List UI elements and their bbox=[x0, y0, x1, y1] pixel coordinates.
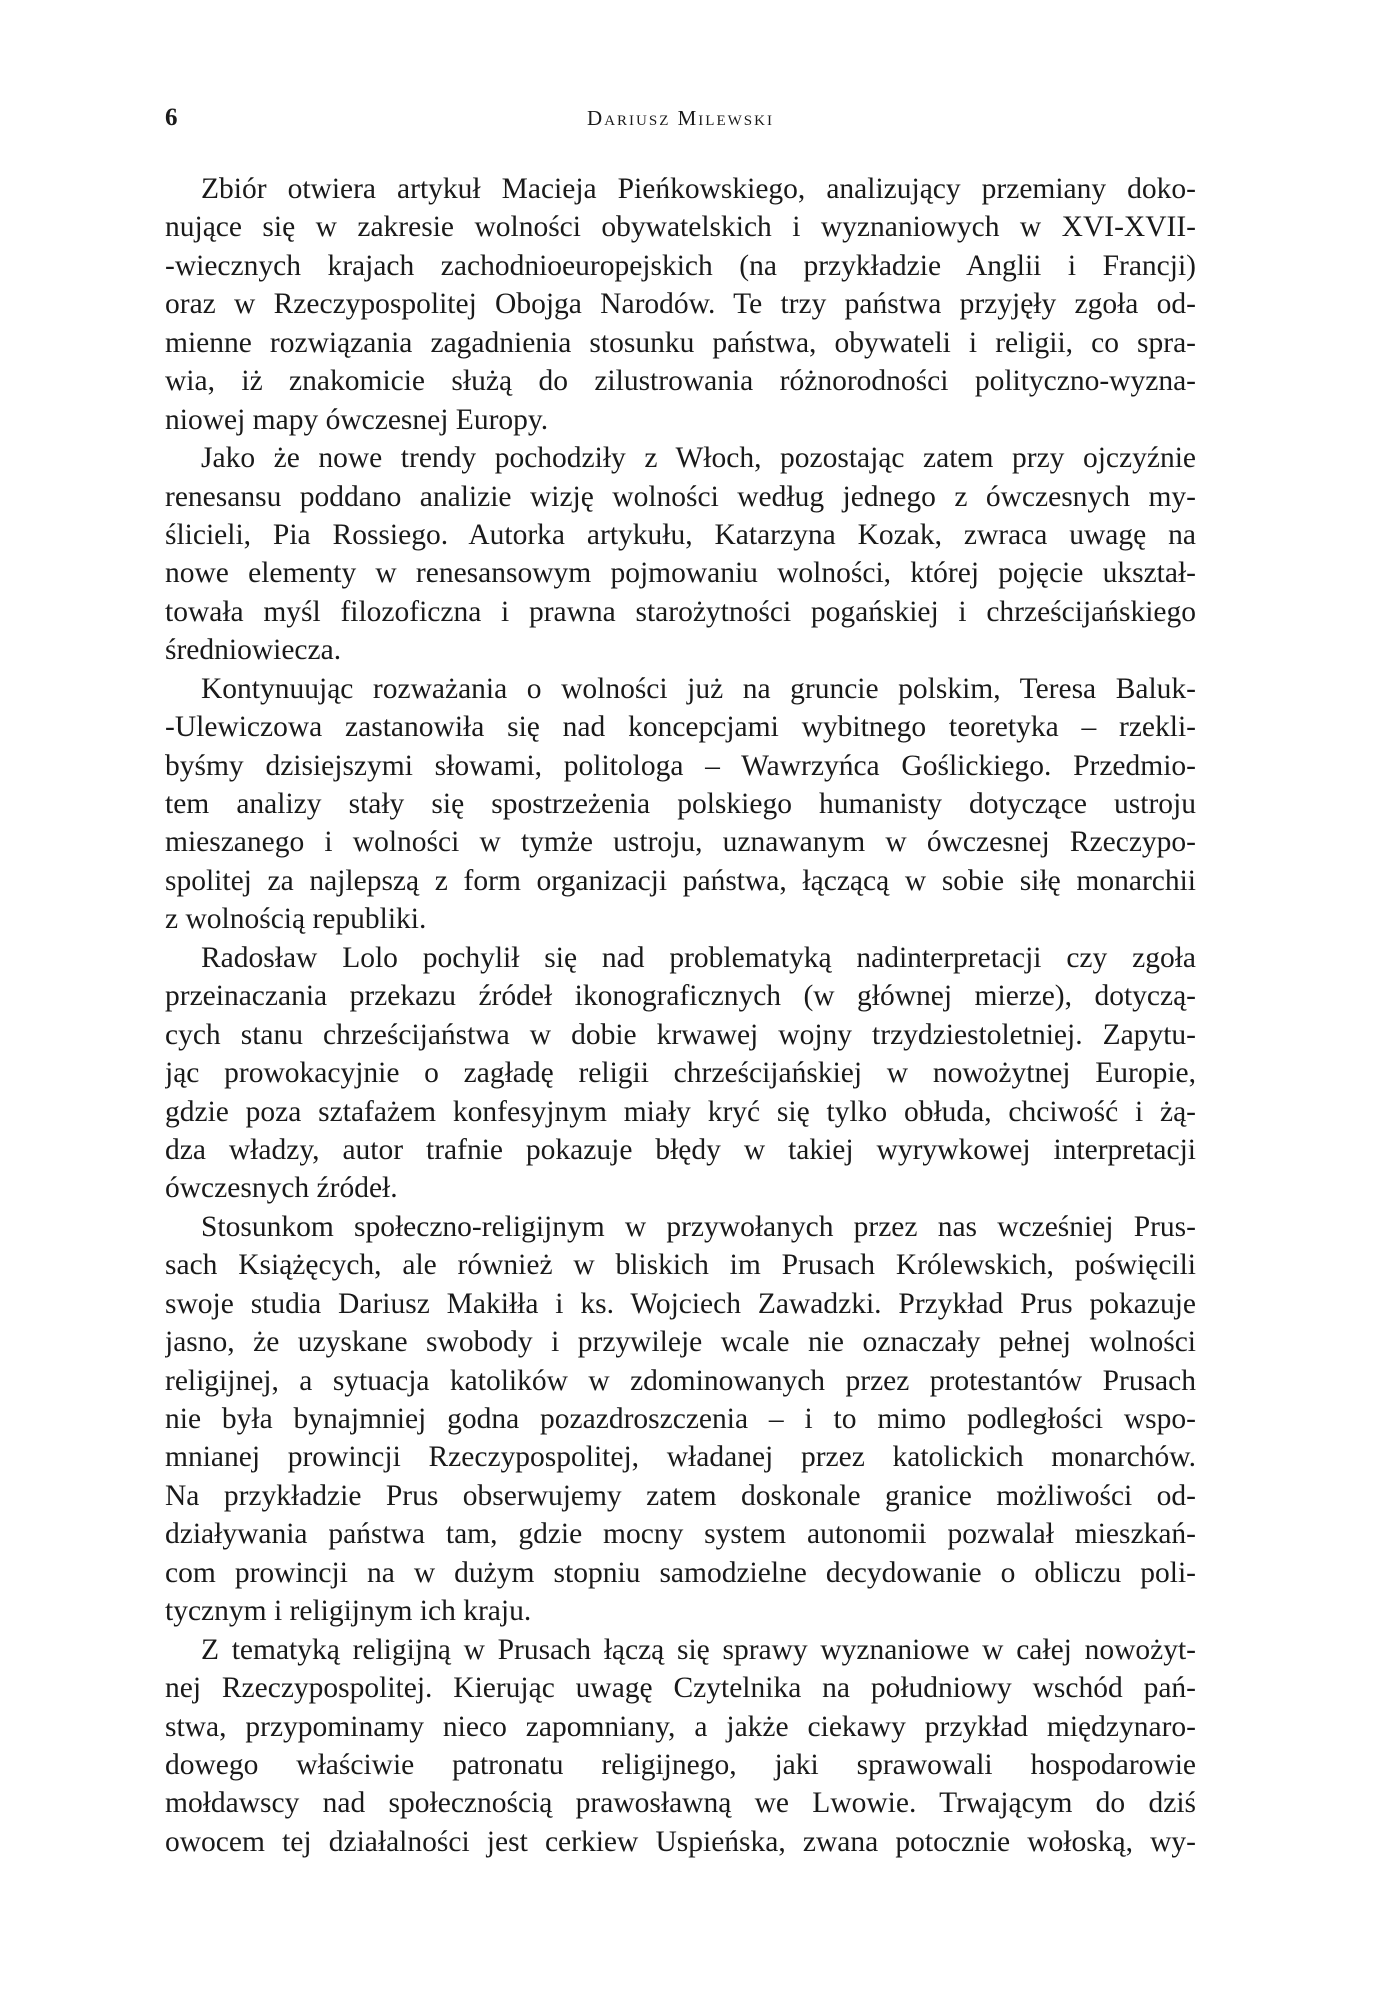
text-line: Radosław Lolo pochylił się nad problematyką nadinterpretacji czy zgoła bbox=[201, 941, 1196, 974]
paragraph bbox=[165, 439, 1196, 670]
text-line: mołdawscy nad społecznością prawosławną we Lwowie. Trwającym do dziś bbox=[165, 1787, 1196, 1820]
text-line: com prowincji na w dużym stopniu samodzielne decydowanie o obliczu poli- bbox=[165, 1556, 1196, 1589]
text-line: wia, iż znakomicie służą do zilustrowania różnorodności polityczno-wyzna- bbox=[165, 365, 1196, 398]
page-number: 6 bbox=[165, 104, 178, 131]
text-line: swoje studia Dariusz Makiłła i ks. Wojciech Zawadzki. Przykład Prus pokazuje bbox=[165, 1287, 1196, 1320]
text-line: średniowiecza. bbox=[165, 634, 342, 667]
running-header bbox=[165, 100, 1196, 140]
text-line: tem analizy stały się spostrzeżenia polskiego humanisty dotyczące ustroju bbox=[165, 788, 1196, 820]
text-line: dza władzy, autor trafnie pokazuje błędy w takiej wyrywkowej interpretacji bbox=[165, 1133, 1196, 1166]
text-line: niowej mapy ówczesnej Europy. bbox=[165, 403, 549, 436]
text-line: Kontynuując rozważania o wolności już na gruncie polskim, Teresa Baluk- bbox=[201, 672, 1196, 705]
text-line: byśmy dzisiejszymi słowami, politologa – Wawrzyńca Goślickiego. Przedmio- bbox=[165, 749, 1196, 782]
text-line: owocem tej działalności jest cerkiew Uspieńska, zwana potocznie wołoską, wy- bbox=[165, 1825, 1196, 1858]
text-line: jasno, że uzyskane swobody i przywileje wcale nie oznaczały pełnej wolności bbox=[165, 1326, 1196, 1359]
body-text bbox=[165, 170, 1196, 1861]
text-line: tycznym i religijnym ich kraju. bbox=[165, 1595, 532, 1628]
text-line: oraz w Rzeczypospolitej Obojga Narodów. Te trzy państwa przyjęły zgoła od- bbox=[165, 288, 1196, 321]
text-line: mienne rozwiązania zagadnienia stosunku państwa, obywateli i religii, co spra- bbox=[165, 326, 1196, 359]
paragraph bbox=[165, 670, 1196, 939]
text-line: spolitej za najlepszą z form organizacji państwa, łączącą w sobie siłę monarchii bbox=[165, 864, 1196, 897]
text-line: nej Rzeczypospolitej. Kierując uwagę Czytelnika na południowy wschód pań- bbox=[165, 1672, 1196, 1705]
text-line: przeinaczania przekazu źródeł ikonograficznych (w głównej mierze), dotyczą- bbox=[165, 980, 1196, 1013]
paragraph bbox=[165, 170, 1196, 439]
text-line: Z tematyką religijną w Prusach łączą się sprawy wyznaniowe w całej nowożyt- bbox=[201, 1633, 1196, 1666]
text-line: ślicieli, Pia Rossiego. Autorka artykułu, Katarzyna Kozak, zwraca uwagę na bbox=[165, 518, 1196, 551]
text-line: Jako że nowe trendy pochodziły z Włoch, pozostając zatem przy ojczyźnie bbox=[201, 442, 1196, 475]
text-line: Na przykładzie Prus obserwujemy zatem doskonale granice możliwości od- bbox=[165, 1479, 1196, 1512]
text-line: Zbiór otwiera artykuł Macieja Pieńkowskiego, analizujący przemiany doko- bbox=[201, 173, 1196, 205]
text-line: mnianej prowincji Rzeczypospolitej, władanej przez katolickich monarchów. bbox=[165, 1441, 1196, 1474]
text-line: -wiecznych krajach zachodnioeuropejskich (na przykładzie Anglii i Francji) bbox=[165, 249, 1196, 282]
text-line: gdzie poza sztafażem konfesyjnym miały kryć się tylko obłuda, chciwość i żą- bbox=[165, 1095, 1196, 1128]
paragraph bbox=[165, 939, 1196, 1208]
text-line: sach Książęcych, ale również w bliskich im Prusach Królewskich, poświęcili bbox=[165, 1249, 1196, 1282]
paragraph bbox=[165, 1208, 1196, 1631]
paragraph bbox=[165, 1631, 1196, 1862]
text-line: jąc prowokacyjnie o zagładę religii chrześcijańskiej w nowożytnej Europie, bbox=[165, 1057, 1196, 1090]
text-line: stwa, przypominamy nieco zapomniany, a jakże ciekawy przykład międzynaro- bbox=[165, 1710, 1196, 1743]
text-line: mieszanego i wolności w tymże ustroju, uznawanym w ówczesnej Rzeczypo- bbox=[165, 826, 1196, 859]
text-line: religijnej, a sytuacja katolików w zdominowanych przez protestantów Prusach bbox=[165, 1364, 1196, 1397]
running-head-author: Dariusz Milewski bbox=[587, 106, 774, 130]
text-line: -Ulewiczowa zastanowiła się nad koncepcjami wybitnego teoretyka – rzekli- bbox=[165, 711, 1196, 744]
text-line: towała myśl filozoficzna i prawna starożytności pogańskiej i chrześcijańskiego bbox=[165, 595, 1196, 628]
text-line: nie była bynajmniej godna pozazdroszczenia – i to mimo podległości wspo- bbox=[165, 1403, 1196, 1435]
text-line: Stosunkom społeczno-religijnym w przywołanych przez nas wcześniej Prus- bbox=[201, 1210, 1196, 1243]
text-line: działywania państwa tam, gdzie mocny system autonomii pozwalał mieszkań- bbox=[165, 1518, 1196, 1551]
text-line: z wolnością republiki. bbox=[165, 903, 427, 936]
text-line: nujące się w zakresie wolności obywatelskich i wyznaniowych w XVI-XVII- bbox=[165, 211, 1196, 244]
text-line: renesansu poddano analizie wizję wolności według jednego z ówczesnych my- bbox=[165, 480, 1196, 513]
text-line: nowe elementy w renesansowym pojmowaniu wolności, której pojęcie ukształ- bbox=[165, 557, 1196, 590]
text-line: cych stanu chrześcijaństwa w dobie krwawej wojny trzydziestoletniej. Zapytu- bbox=[165, 1018, 1196, 1051]
text-line: ówczesnych źródeł. bbox=[165, 1172, 398, 1205]
text-line: dowego właściwie patronatu religijnego, jaki sprawowali hospodarowie bbox=[165, 1748, 1196, 1781]
